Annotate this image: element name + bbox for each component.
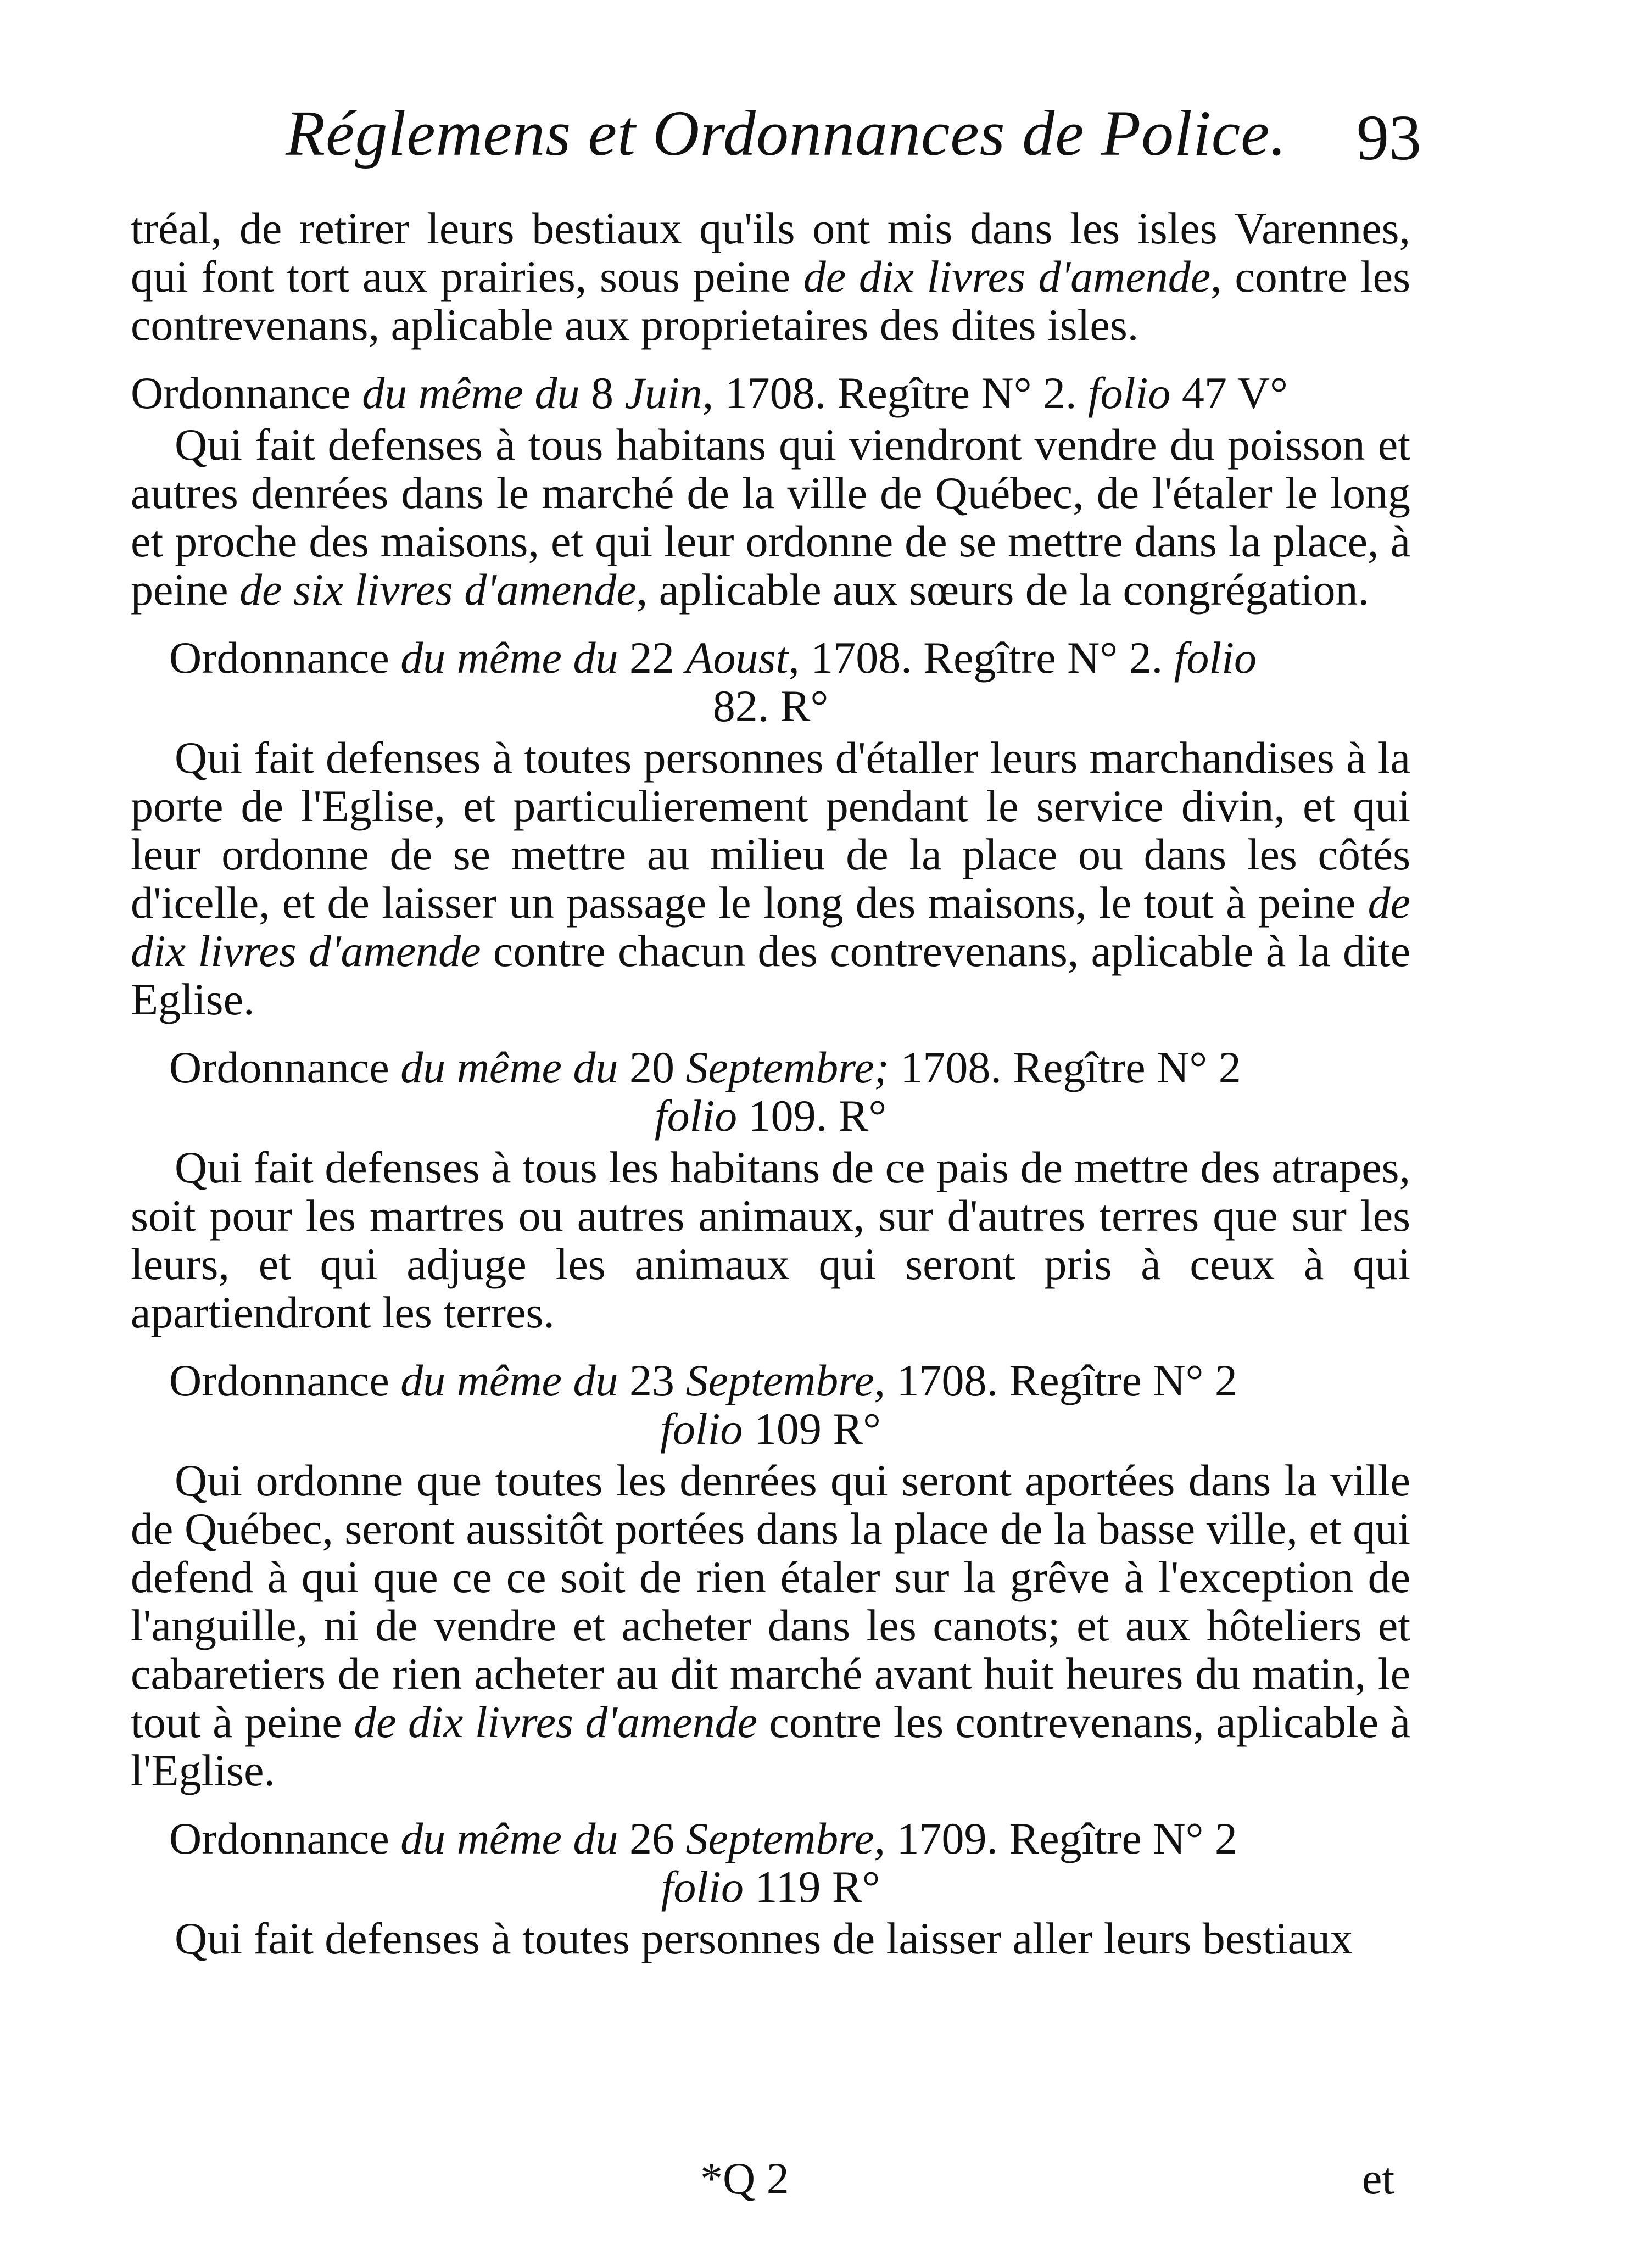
ordinance-text: Qui ordonne que toutes les denrées qui seront aportées dans la ville de Québec, seront aussitôt portées dans la place de la basse ville, et qui defend à qui que ce ce soit de rien étaler sur la grêve à l'exception de l'anguille, ni de vendre et acheter dans les canots; et aux hôteliers et cabaretiers de rien acheter au dit marché avant huit heures du matin, le tout à peine de dix livres d'amende contre les contrevenans, aplicable à l'Eglise. [131, 1455, 1410, 1795]
page-body [131, 204, 1410, 1963]
signature-mark: *Q 2 [700, 2153, 789, 2203]
running-title: Réglemens et Ordonnances de Police. [286, 97, 1287, 169]
ordinance-text: Qui fait defenses à tous habitans qui viendront vendre du poisson et autres denrées dans le marché de la ville de Québec, de l'étaler le long et proche des maisons, et qui leur ordonne de se mettre dans la place, à peine de six livres d'amende, aplicable aux sœurs de la congrégation. [131, 420, 1410, 615]
catchword: et [1362, 2153, 1395, 2203]
ordinance-heading: Ordonnance du même du 23 Septembre, 1708. Regître N° 2 folio 109 R° [169, 1355, 1237, 1454]
ordinance-text: Qui fait defenses à toutes personnes d'étaller leurs marchandises à la porte de l'Eglise, et particulierement pendant le service divin, et qui leur ordonne de se mettre au milieu de la place ou dans les côtés d'icelle, et de laisser un passage le long des maisons, le tout à peine de dix livres d'amende contre chacun des contrevenans, aplicable à la dite Eglise. [131, 733, 1411, 1024]
ordinance-heading: Ordonnance du même du 22 Aoust, 1708. Regître N° 2. folio 82. R° [169, 633, 1257, 731]
ordinance-heading: Ordonnance du même du 26 Septembre, 1709. Regître N° 2 folio 119 R° [169, 1813, 1237, 1912]
ordinance-heading: Ordonnance du même du 20 Septembre; 1708. Regître N° 2 folio 109. R° [169, 1042, 1241, 1141]
paragraph-continuation: tréal, de retirer leurs bestiaux qu'ils ont mis dans les isles Varennes, qui font tort aux prairies, sous peine de dix livres d'amende, contre les contrevenans, aplicable aux proprietaires des dites isles. [131, 203, 1410, 350]
ordinance-heading: Ordonnance du même du 8 Juin, 1708. Regître N° 2. folio 47 V° [131, 368, 1288, 418]
ordinance-text: Qui fait defenses à tous les habitans de ce pais de mettre des atrapes, soit pour les martres ou autres animaux, sur d'autres terres que sur les leurs, et qui adjuge les animaux qui seront pris à ceux à qui apartiendront les terres. [131, 1142, 1410, 1337]
page-number: 93 [1357, 102, 1421, 174]
ordinance-text: Qui fait defenses à toutes personnes de laisser aller leurs bestiaux [175, 1913, 1353, 1963]
page-footer [0, 2153, 1652, 2213]
page-header [286, 96, 1439, 178]
